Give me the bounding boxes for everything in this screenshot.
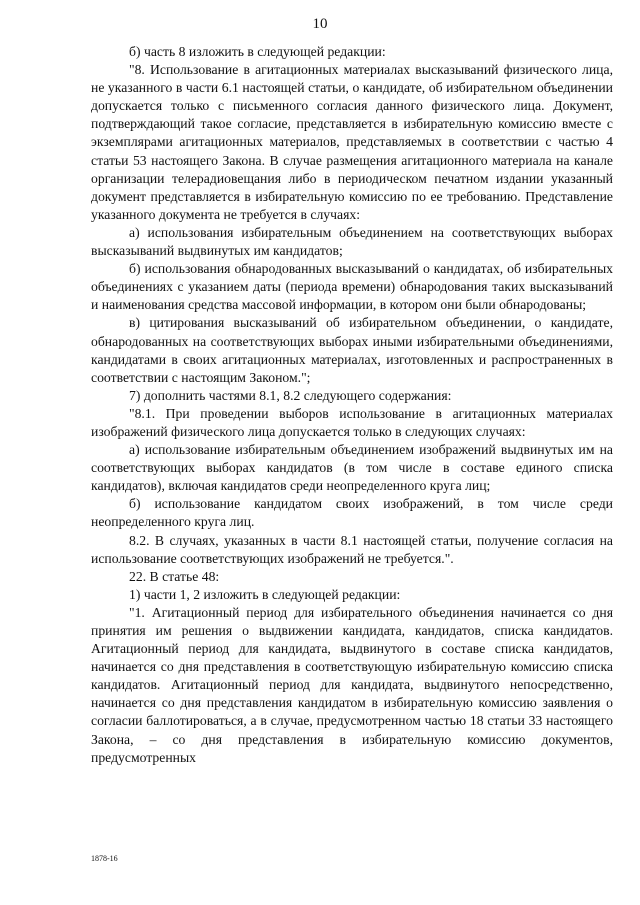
paragraph: б) использование кандидатом своих изображений, в том числе среди неопределенного круга лиц. (91, 496, 613, 530)
paragraph: "8.1. При проведении выборов использование в агитационных материалах изображений физического лица допускается только в следующих случаях: (91, 405, 613, 439)
document-body (91, 43, 613, 767)
paragraph: а) использование избирательным объединением изображений выдвинутых им на соответствующих выборах кандидатов (в том числе в составе единого списка кандидатов), включая кандидатов среди неопределенного круга лиц; (91, 442, 613, 494)
paragraph: 8.2. В случаях, указанных в части 8.1 настоящей статьи, получение согласия на использование соответствующих изображений не требуется.". (91, 532, 613, 566)
paragraph: б) часть 8 изложить в следующей редакции: (129, 44, 386, 59)
paragraph: 1) части 1, 2 изложить в следующей редакции: (129, 586, 401, 602)
page-number: 10 (312, 16, 328, 32)
paragraph: а) использования избирательным объединением на соответствующих выборах высказываний выдвинутых им кандидатов; (91, 224, 613, 259)
document-code: 1878-16 (91, 854, 118, 863)
paragraph: "8. Использование в агитационных материалах высказываний физического лица, не указанного в части 6.1 настоящей статьи, о кандидате, об избирательном объединении допускается только с письменного согласия данного физического лица. Документ, подтверждающий такое согласие, представляется в избирательную комиссию вместе с экземплярами агитационных материалов, представляемых в соответствии с частью 4 статьи 53 настоящего Закона. В случае размещения агитационного материала на канале организации телерадиовещания либо в периодическом печатном издании указанный документ представляется в избирательную комиссию по ее требованию. Представление указанного документа не требуется в случаях: (91, 62, 613, 222)
paragraph: б) использования обнародованных высказываний о кандидатах, об избирательных объединениях с указанием даты (периода времени) обнародования таких высказываний и наименования средства массовой информации, в котором они были обнародованы; (91, 261, 613, 313)
paragraph: в) цитирования высказываний об избирательном объединении, о кандидате, обнародованных на соответствующих выборах иными избирательными объединениями, кандидатами в своих агитационных материалах, изготовленных и распространенных в соответствии с настоящим Законом."; (91, 315, 613, 385)
paragraph: 22. В статье 48: (129, 568, 220, 584)
paragraph: 7) дополнить частями 8.1, 8.2 следующего содержания: (129, 387, 452, 403)
paragraph: "1. Агитационный период для избирательного объединения начинается со дня принятия им решения о выдвижении кандидата, кандидатов, списка кандидатов. Агитационный период для кандидата, выдвинутого в составе списка кандидатов, начинается со дня представления в соответствующую избирательную комиссию списка кандидатов. Агитационный период для кандидата, выдвинутого непосредственно, начинается со дня представления кандидатом в избирательную комиссию заявления о согласии баллотироваться, а в случае, предусмотренном частью 18 статьи 33 настоящего Закона, – со дня представления в избирательную комиссию документов, предусмотренных (91, 604, 613, 765)
